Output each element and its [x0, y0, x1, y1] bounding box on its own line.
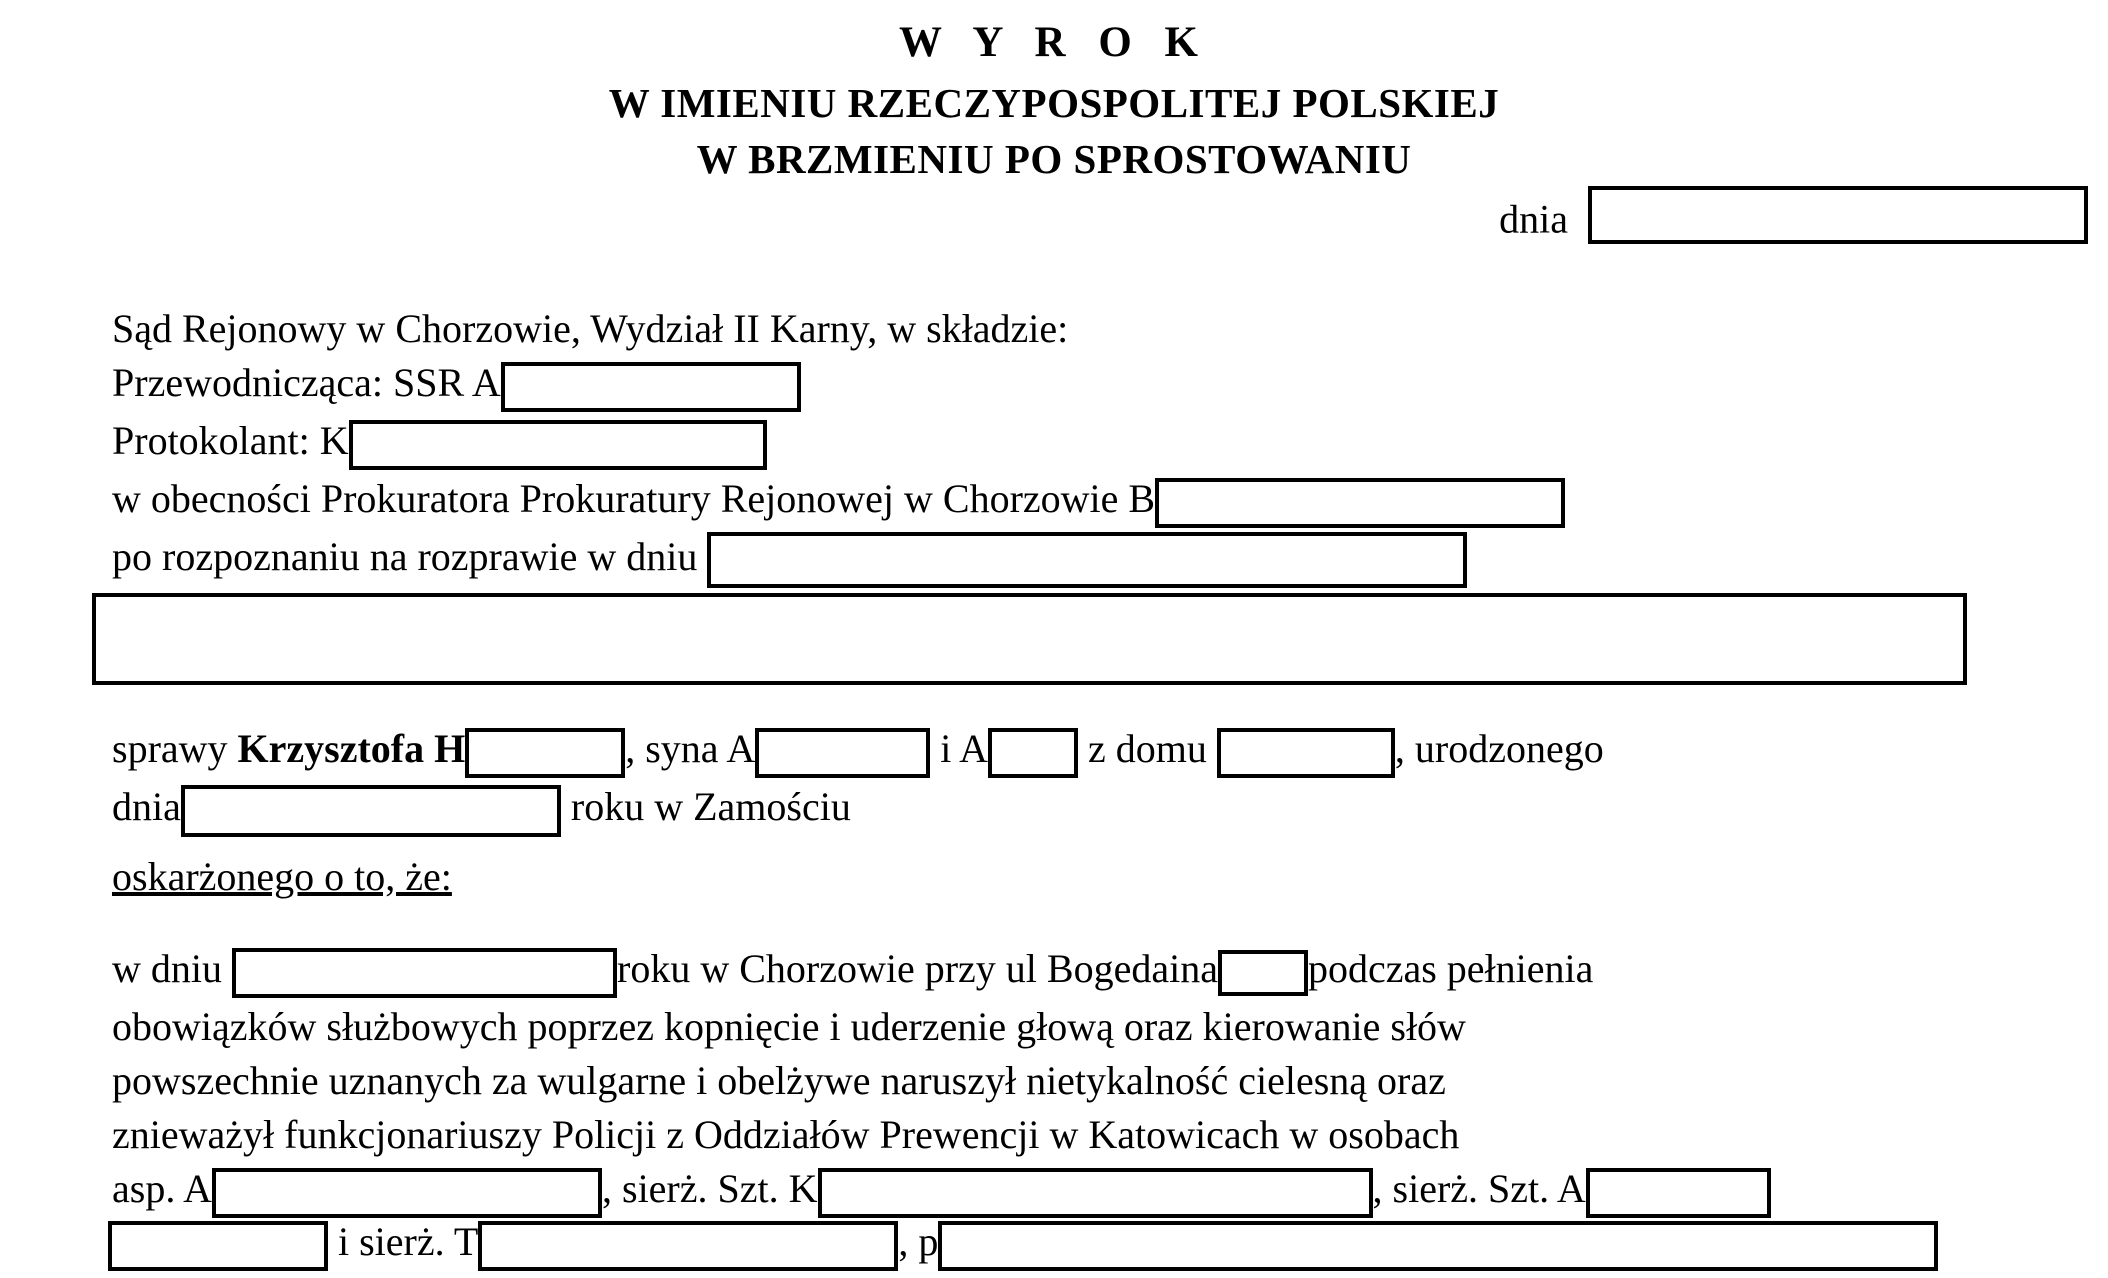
charge-tail-label: , p	[898, 1219, 939, 1264]
case-after-name: , syna A	[625, 726, 756, 771]
charge-officer-1-label: asp. A	[112, 1166, 212, 1212]
redaction-box-officer-2	[818, 1168, 1373, 1218]
charge-seg1: w dniu	[112, 946, 222, 991]
defendant-name: Krzysztofa H	[237, 726, 466, 771]
hearing-label: po rozpoznaniu na rozprawie w dniu	[112, 533, 698, 579]
redaction-box-street-number	[1218, 950, 1308, 996]
court-composition-block	[112, 303, 2012, 591]
clerk-label: Protokolant: K	[112, 418, 349, 463]
prosecutor-line	[112, 473, 2012, 528]
page-title: W Y R O K	[898, 19, 1210, 66]
redaction-box-date	[1588, 186, 2088, 244]
case-birth-line	[112, 781, 2072, 837]
charge-line-1	[112, 943, 2042, 998]
charge-seg3: podczas pełnienia	[1307, 946, 1594, 991]
charge-seg2: roku w Chorzowie przy ul Bogedaina	[617, 946, 1218, 991]
redaction-box-mother	[988, 728, 1078, 778]
prosecutor-label: w obecności Prokuratora Prokuratury Rejonowej w Chorzowie B	[112, 475, 1156, 521]
document-heading	[0, 18, 2108, 183]
charge-line-2: obowiązków służbowych poprzez kopnięcie i uderzenie głową oraz kierowanie słów	[112, 1003, 1466, 1049]
case-prefix: sprawy	[112, 726, 228, 771]
case-and: i A	[940, 726, 989, 771]
charge-line-3: powszechnie uznanych za wulgarne i obelżywe naruszył nietykalność cielesną oraz	[112, 1058, 1446, 1103]
case-maiden-label: z domu	[1088, 726, 1207, 771]
redaction-box-defendant-surname	[465, 728, 625, 778]
presiding-line	[112, 357, 2012, 412]
charge-officer-4-label: i sierż. T	[338, 1219, 479, 1264]
charge-line-5	[112, 1163, 2042, 1218]
redaction-box-tail	[938, 1221, 1938, 1271]
court-line	[112, 303, 2012, 354]
redaction-box-presiding	[501, 362, 801, 412]
case-block	[112, 723, 2072, 906]
charge-line-6	[108, 1218, 2098, 1271]
redaction-box-officer-1	[212, 1168, 602, 1218]
document-page	[0, 18, 2108, 1278]
redaction-box-officer-4	[478, 1221, 898, 1271]
page-subtitle-1: W IMIENIU RZECZYPOSPOLITEJ POLSKIEJ	[608, 79, 1500, 126]
redaction-box-maiden-name	[1217, 728, 1395, 778]
date-label: dnia	[1499, 196, 1568, 242]
redaction-box-prosecutor	[1155, 478, 1565, 528]
redaction-box-father	[755, 728, 930, 778]
redaction-box-hearing-date	[707, 532, 1467, 588]
charge-paragraph	[112, 943, 2042, 1221]
page-subtitle-2: W BRZMIENIU PO SPROSTOWANIU	[696, 136, 1412, 183]
redaction-box-officer-3	[1586, 1168, 1771, 1218]
presiding-label: Przewodnicząca: SSR A	[112, 360, 501, 406]
redaction-box-wide	[92, 593, 1967, 685]
charge-officer-2-label: , sierż. Szt. K	[602, 1166, 818, 1212]
accused-of-label: oskarżonego o to, że:	[112, 853, 452, 899]
redaction-box-clerk	[349, 420, 767, 470]
case-born-label: , urodzonego	[1394, 726, 1604, 771]
redaction-box-birth-date	[181, 785, 561, 837]
charge-officer-3-label: , sierż. Szt. A	[1372, 1166, 1586, 1212]
redaction-box-incident-date	[232, 948, 617, 998]
hearing-line	[112, 531, 2012, 589]
court-label: Sąd Rejonowy w Chorzowie, Wydział II Karny, w składzie:	[112, 306, 1069, 351]
redaction-box-officer-3-cont	[108, 1221, 328, 1271]
case-day-label: dnia	[112, 783, 181, 829]
case-defendant-line	[112, 723, 2072, 778]
clerk-line	[112, 415, 2012, 470]
charge-line-4: znieważył funkcjonariuszy Policji z Oddziałów Prewencji w Katowicach w osobach	[112, 1112, 1460, 1158]
date-line	[0, 190, 2108, 248]
accused-of-line	[112, 851, 2072, 903]
case-birth-place: roku w Zamościu	[570, 783, 851, 829]
